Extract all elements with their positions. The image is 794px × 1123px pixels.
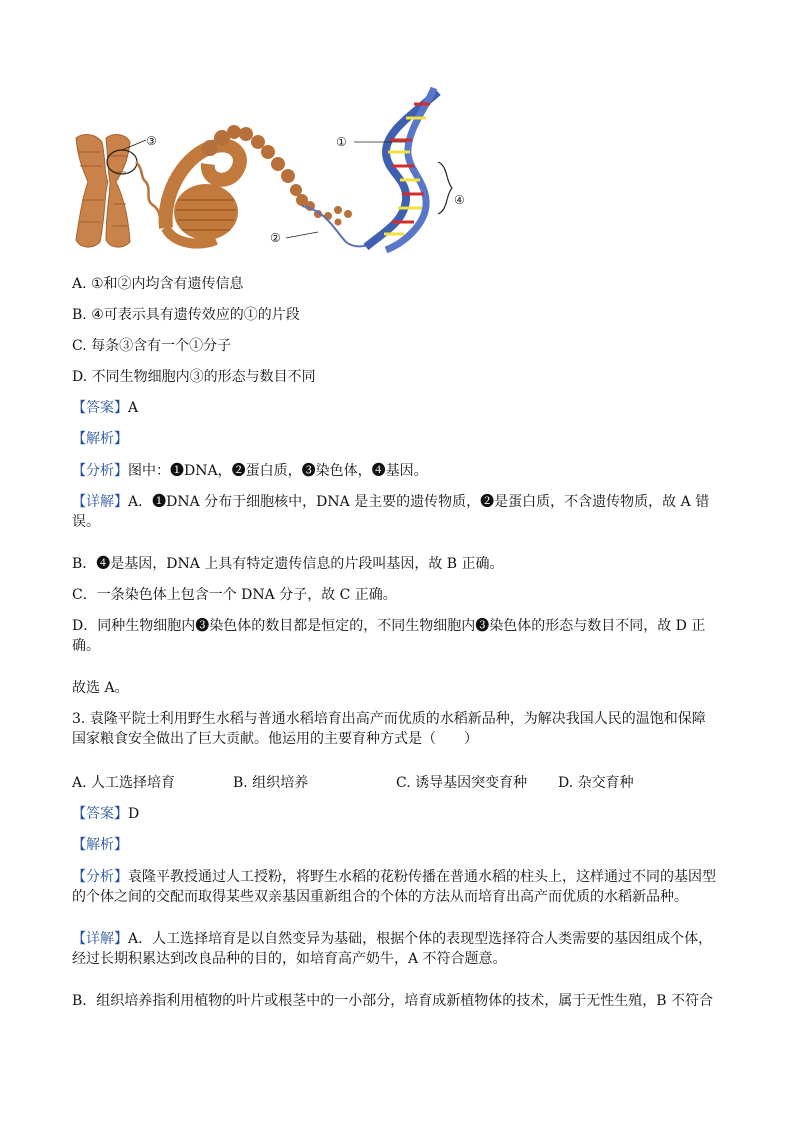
q2-fenxi (72, 461, 428, 481)
q3-option-a: A. 人工选择培育 (72, 775, 176, 791)
figure-label-4: ④ (454, 193, 465, 207)
q3-fenxi (72, 867, 718, 907)
answer-tag: 【答案】 (72, 806, 128, 822)
q3-question: 3. 袁隆平院士利用野生水稻与普通水稻培育出高产而优质的水稻新品种，为解决我国人民的温饱和保障国家粮食安全做出了巨大贡献。他运用的主要育种方式是（ ） (72, 711, 706, 747)
q3-option-c: C. 诱导基因突变育种 (396, 775, 528, 791)
chromosome-illustration (76, 135, 166, 248)
q2-option-a: A. ①和②内均含有遗传信息 (72, 276, 244, 292)
q2-detail-a (72, 492, 718, 532)
xiangjie-tag: 【详解】 (72, 494, 128, 510)
fenxi-tag: 【分析】 (72, 463, 128, 479)
q3-option-b: B. 组织培养 (233, 775, 309, 791)
q3-detail-b: B．组织培养指利用植物的叶片或根茎中的一小部分，培育成新植物体的技术，属于无性生殖，B 不符合 (72, 993, 714, 1009)
answer-value: A (128, 400, 139, 416)
detail-a-text: A．❶DNA 分布于细胞核中，DNA 是主要的遗传物质，❷是蛋白质，不含遗传物质，故 A 错误。 (72, 494, 710, 530)
q2-conclusion: 故选 A。 (72, 680, 129, 696)
detail-a-text: A．人工选择培育是以自然变异为基础，根据个体的表现型选择符合人类需要的基因组成个体，经过长期积累达到改良品种的目的，如培育高产奶牛，A 不符合题意。 (72, 931, 713, 967)
analysis-tag: 【解析】 (72, 431, 128, 447)
figure-label-1: ① (336, 135, 347, 149)
q3-option-d: D. 杂交育种 (558, 775, 634, 791)
figure-label-3: ③ (146, 134, 157, 148)
q2-detail-d: D．同种生物细胞内❸染色体的数目都是恒定的，不同生物细胞内❸染色体的形态与数目不同，故 D 正确。 (72, 618, 706, 654)
fenxi-text: 图中：❶DNA，❷蛋白质，❸染色体，❹基因。 (128, 463, 428, 479)
q2-option-d: D. 不同生物细胞内③的形态与数目不同 (72, 369, 316, 385)
q2-detail-b: B．❹是基因，DNA 上具有特定遗传信息的片段叫基因，故 B 正确。 (72, 556, 504, 572)
fenxi-tag: 【分析】 (72, 869, 128, 885)
q2-analysis-heading (72, 429, 128, 449)
q2-answer (72, 398, 138, 418)
q2-option-c: C. 每条③含有一个①分子 (72, 338, 232, 354)
q3-answer (72, 804, 139, 824)
chromatin-coil-illustration (166, 125, 382, 246)
q2-detail-c: C．一条染色体上包含一个 DNA 分子，故 C 正确。 (72, 587, 397, 603)
chromosome-dna-figure (66, 82, 486, 258)
xiangjie-tag: 【详解】 (72, 931, 128, 947)
q2-option-b: B. ④可表示具有遗传效应的①的片段 (72, 307, 300, 323)
fenxi-text: 袁隆平教授通过人工授粉，将野生水稻的花粉传播在普通水稻的柱头上，这样通过不同的基因型的个体之间的交配而取得某些双亲基因重新组合的个体的方法从而培育出高产而优质的水稻新品种。 (72, 869, 716, 905)
analysis-tag: 【解析】 (72, 837, 128, 853)
dna-helix-illustration (366, 88, 452, 250)
answer-tag: 【答案】 (72, 400, 128, 416)
answer-value: D (128, 806, 140, 822)
q3-analysis-heading (72, 835, 128, 855)
q3-detail-a (72, 929, 718, 969)
figure-label-2: ② (270, 231, 281, 245)
